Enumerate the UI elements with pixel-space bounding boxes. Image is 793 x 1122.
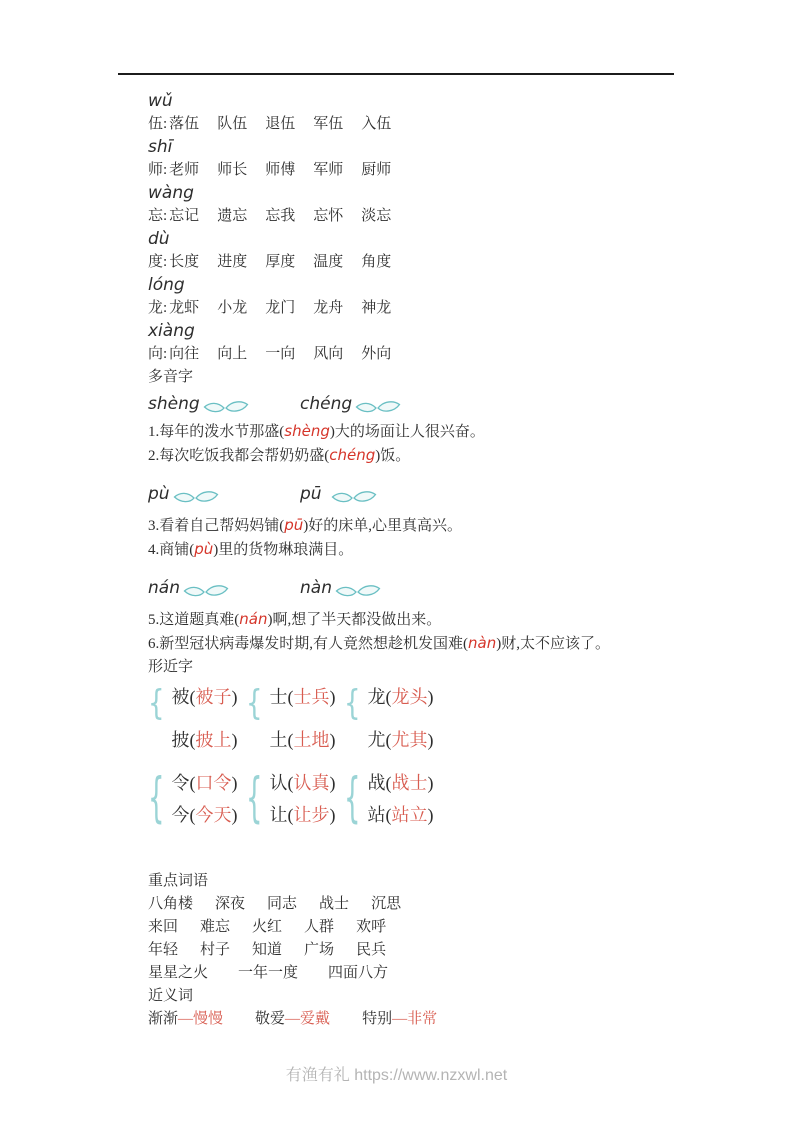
paren: ( [287, 687, 294, 707]
leaf-icon [331, 489, 377, 505]
synonym-right: 爱戴 [300, 1011, 331, 1027]
paren: ( [385, 805, 392, 825]
key-word: 欢呼 [356, 919, 387, 935]
synonym-right: 非常 [407, 1011, 438, 1027]
pinyin-label: pū [300, 484, 322, 504]
worksheet-content [148, 90, 708, 1031]
brace-icon: { [344, 768, 361, 830]
word: 龙虾 [169, 300, 200, 316]
similar-char-group [148, 684, 708, 753]
example-sentence [148, 444, 708, 468]
key-words-section [148, 870, 708, 1031]
paren: ) [427, 805, 434, 825]
paren: ( [189, 773, 196, 793]
dash: — [178, 1011, 194, 1027]
sentence-text: 财,太不应该了。 [501, 636, 610, 652]
word: 入伍 [361, 116, 392, 132]
paren: ) [427, 773, 434, 793]
pinyin-annotation: pù [194, 540, 214, 558]
paren: ) [303, 518, 309, 534]
pinyin-label: pù [148, 484, 170, 504]
watermark-footer: 有渔有礼 https://www.nzxwl.net [285, 1067, 508, 1084]
key-word: 人群 [304, 919, 335, 935]
word: 忘我 [265, 208, 296, 224]
key-word: 星星之火 [148, 965, 209, 981]
char-word: 龙头 [391, 687, 428, 707]
key-word: 同志 [267, 896, 298, 912]
char: 尤 [367, 730, 386, 750]
word: 厚度 [265, 254, 296, 270]
example-sentence [148, 538, 708, 562]
char-word: 口令 [195, 773, 232, 793]
brace-icon: { [246, 683, 263, 725]
word: 向上 [217, 346, 248, 362]
paren: ) [231, 730, 238, 750]
pinyin-label: dù [148, 229, 170, 249]
paren: ) [267, 612, 273, 628]
leaf-icon [203, 399, 249, 415]
char-pair [246, 770, 344, 828]
char-entry [270, 770, 336, 796]
paren: ( [287, 730, 294, 750]
word: 师傅 [265, 162, 296, 178]
paren: ( [385, 687, 392, 707]
brace-icon: { [344, 683, 361, 725]
sentence-text: 5.这道题真难 [148, 612, 235, 628]
word: 老师 [169, 162, 200, 178]
word: 忘怀 [313, 208, 344, 224]
head-char: 师: [148, 162, 168, 178]
char-entry [270, 727, 336, 753]
char-entry [270, 684, 336, 710]
char-entry [368, 684, 434, 710]
char-entry [172, 802, 238, 828]
word: 长度 [169, 254, 200, 270]
synonym-pair [362, 1008, 437, 1031]
key-word: 年轻 [148, 942, 179, 958]
word-group [148, 182, 708, 228]
word: 遗忘 [217, 208, 248, 224]
section-heading-keywords: 重点词语 [148, 873, 209, 889]
word-row [148, 113, 708, 136]
word: 淡忘 [361, 208, 392, 224]
leaf-icon [173, 489, 219, 505]
char-word: 被子 [195, 687, 232, 707]
char: 被 [171, 687, 190, 707]
paren: ( [287, 805, 294, 825]
pinyin-unit [148, 483, 300, 506]
synonym-left: 敬爱 [255, 1011, 286, 1027]
leaf-icon [183, 583, 229, 599]
paren: ( [279, 424, 285, 440]
brace-icon: { [148, 683, 165, 725]
key-word: 村子 [200, 942, 231, 958]
synonym-left: 特别 [362, 1011, 393, 1027]
pinyin-label: lóng [148, 275, 185, 295]
sentence-text: 6.新型冠状病毒爆发时期,有人竟然想趁机发国难 [148, 636, 464, 652]
word: 忘记 [169, 208, 200, 224]
word: 风向 [313, 346, 344, 362]
char-word: 披上 [195, 730, 232, 750]
section-heading-synonyms: 近义词 [148, 988, 194, 1004]
word: 师长 [217, 162, 248, 178]
paren: ) [329, 805, 336, 825]
pinyin-label: xiàng [148, 321, 195, 341]
word-group [148, 90, 708, 136]
paren: ( [189, 542, 195, 558]
char-pair [148, 770, 246, 828]
paren: ) [231, 805, 238, 825]
paren: ) [231, 687, 238, 707]
paren: ( [279, 518, 285, 534]
section-heading-duoyinzi: 多音字 [148, 369, 194, 385]
key-word: 八角楼 [148, 896, 194, 912]
key-word: 沉思 [371, 896, 402, 912]
paren: ( [385, 730, 392, 750]
char: 站 [367, 805, 386, 825]
sentence-text: 里的货物琳琅满目。 [218, 542, 354, 558]
sentence-text: 2.每次吃饭我都会帮奶奶盛 [148, 448, 325, 464]
pinyin-unit [300, 483, 452, 506]
word: 退伍 [265, 116, 296, 132]
leaf-icon [335, 583, 381, 599]
key-word-row [148, 893, 708, 916]
word: 落伍 [169, 116, 200, 132]
paren: ( [287, 773, 294, 793]
word-row [148, 205, 708, 228]
pinyin-unit [148, 577, 300, 600]
synonym-pair [255, 1008, 330, 1031]
brace-icon: { [246, 768, 263, 830]
word: 队伍 [217, 116, 248, 132]
char: 今 [171, 805, 190, 825]
synonyms-row [148, 1008, 708, 1031]
char-entry [172, 727, 238, 753]
synonym-right: 慢慢 [193, 1011, 224, 1027]
pinyin-unit [300, 577, 452, 600]
char-pair [344, 684, 442, 753]
head-char: 龙: [148, 300, 168, 316]
synonym-left: 渐渐 [148, 1011, 179, 1027]
pinyin-label: shèng [148, 394, 200, 414]
char: 龙 [367, 687, 386, 707]
char-word: 土地 [293, 730, 330, 750]
char-entry [368, 727, 434, 753]
pinyin-label: wǔ [148, 91, 173, 111]
leaf-icon [355, 399, 401, 415]
word-row [148, 251, 708, 274]
paren: ) [231, 773, 238, 793]
paren: ( [385, 773, 392, 793]
word: 军师 [313, 162, 344, 178]
char: 令 [171, 773, 190, 793]
pinyin-annotation: nán [239, 610, 268, 628]
example-sentence [148, 514, 708, 538]
char-word: 认真 [293, 773, 330, 793]
paren: ) [329, 687, 336, 707]
char-word: 战士 [391, 773, 428, 793]
word: 进度 [217, 254, 248, 270]
dash: — [285, 1011, 301, 1027]
pinyin-annotation: nàn [468, 634, 497, 652]
example-sentence [148, 632, 708, 656]
pinyin-label: wàng [148, 183, 194, 203]
word-row [148, 343, 708, 366]
key-word-row [148, 916, 708, 939]
paren: ( [189, 805, 196, 825]
head-char: 度: [148, 254, 168, 270]
key-word: 一年一度 [238, 965, 299, 981]
key-word: 深夜 [215, 896, 246, 912]
char-entry [270, 802, 336, 828]
char: 士 [269, 687, 288, 707]
example-sentence [148, 608, 708, 632]
pinyin-label: nán [148, 578, 180, 598]
brace-icon: { [148, 768, 165, 830]
dash: — [392, 1011, 408, 1027]
word: 龙门 [265, 300, 296, 316]
word: 小龙 [217, 300, 248, 316]
word-row [148, 159, 708, 182]
paren: ) [375, 448, 381, 464]
char-word: 今天 [195, 805, 232, 825]
char-pair [246, 684, 344, 753]
word: 龙舟 [313, 300, 344, 316]
key-word-row [148, 939, 708, 962]
word: 厨师 [361, 162, 392, 178]
key-word: 火红 [252, 919, 283, 935]
head-char: 向: [148, 346, 168, 362]
char: 土 [269, 730, 288, 750]
paren: ( [189, 687, 196, 707]
paren: ( [463, 636, 469, 652]
key-word: 知道 [252, 942, 283, 958]
head-char: 伍: [148, 116, 168, 132]
key-word: 难忘 [200, 919, 231, 935]
pinyin-pair-row [148, 575, 708, 602]
word-group [148, 320, 708, 366]
char-pair [148, 684, 246, 753]
key-word: 民兵 [356, 942, 387, 958]
paren: ) [427, 687, 434, 707]
pinyin-pair-row [148, 481, 708, 508]
word: 神龙 [361, 300, 392, 316]
paren: ) [213, 542, 219, 558]
pinyin-annotation: shèng [284, 422, 330, 440]
key-word: 广场 [304, 942, 335, 958]
pinyin-annotation: chéng [329, 446, 376, 464]
sentence-text: 好的床单,心里真高兴。 [308, 518, 463, 534]
pinyin-annotation: pū [284, 516, 304, 534]
char-word: 士兵 [293, 687, 330, 707]
top-divider [118, 73, 674, 75]
sentence-text: 大的场面让人很兴奋。 [334, 424, 485, 440]
similar-char-group [148, 770, 708, 828]
word: 军伍 [313, 116, 344, 132]
paren: ) [329, 773, 336, 793]
sentence-text: 4.商铺 [148, 542, 190, 558]
word-group [148, 136, 708, 182]
sentence-text: 啊,想了半天都没做出来。 [272, 612, 442, 628]
paren: ( [234, 612, 240, 628]
head-char: 忘: [148, 208, 168, 224]
word-row [148, 297, 708, 320]
char-pair [344, 770, 442, 828]
paren: ) [329, 730, 336, 750]
paren: ( [189, 730, 196, 750]
char: 披 [171, 730, 190, 750]
char-entry [368, 770, 434, 796]
key-word: 战士 [319, 896, 350, 912]
sentence-text: 饭。 [380, 448, 411, 464]
paren: ( [324, 448, 330, 464]
paren: ) [329, 424, 335, 440]
pinyin-label: shī [148, 137, 173, 157]
paren: ) [427, 730, 434, 750]
synonym-pair [148, 1008, 223, 1031]
word-group [148, 274, 708, 320]
section-heading-xingjinzi: 形近字 [148, 659, 194, 675]
sentence-text: 1.每年的泼水节那盛 [148, 424, 280, 440]
char-entry [172, 684, 238, 710]
char-word: 让步 [293, 805, 330, 825]
key-word: 来回 [148, 919, 179, 935]
char-entry [368, 802, 434, 828]
char-word: 尤其 [391, 730, 428, 750]
word: 外向 [361, 346, 392, 362]
key-word: 四面八方 [328, 965, 389, 981]
pinyin-label: chéng [300, 394, 353, 414]
char-word: 站立 [391, 805, 428, 825]
paren: ) [496, 636, 502, 652]
pinyin-label: nàn [300, 578, 332, 598]
example-sentence [148, 420, 708, 444]
word: 温度 [313, 254, 344, 270]
char: 让 [269, 805, 288, 825]
sentence-text: 3.看着自己帮妈妈铺 [148, 518, 280, 534]
pinyin-pair-row [148, 391, 708, 418]
pinyin-unit [148, 393, 300, 416]
char-entry [172, 770, 238, 796]
char: 战 [367, 773, 386, 793]
word: 角度 [361, 254, 392, 270]
word: 一向 [265, 346, 296, 362]
char: 认 [269, 773, 288, 793]
word-group [148, 228, 708, 274]
key-word-row [148, 962, 708, 985]
word: 向往 [169, 346, 200, 362]
pinyin-unit [300, 393, 452, 416]
